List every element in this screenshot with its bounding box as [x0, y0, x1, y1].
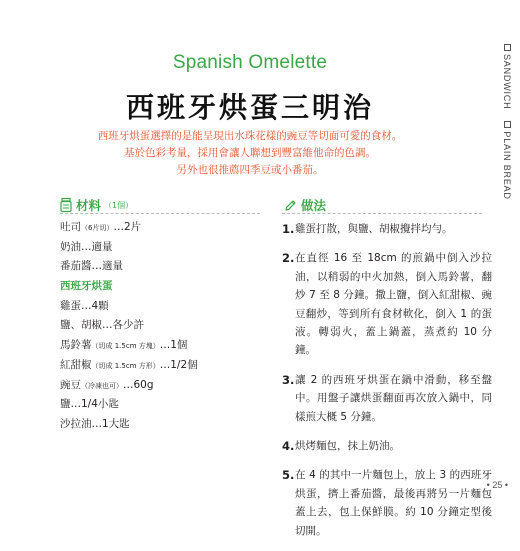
intro-line: 基於色彩考量，採用會讓人聯想到豐富維他命的色調。 [124, 147, 376, 159]
step-text: 在 4 的其中一片麵包上，放上 3 的西班牙烘蛋，擠上番茄醬，最後再將另一片麵包蓋上去，包上保鮮膜。約 10 分鐘定型後切開。 [295, 469, 492, 537]
ingredient-name: 豌豆 [60, 378, 81, 391]
ingredient-name: 奶油 [60, 240, 81, 253]
step-number: 2. [282, 251, 295, 266]
checkbox-icon [504, 121, 511, 128]
ingredient-qty: …1大匙 [91, 417, 130, 430]
page-number: • 25 • [486, 480, 508, 490]
ingredient-qty: …4顆 [81, 299, 109, 312]
ingredient-item [60, 257, 270, 277]
ingredient-item [60, 395, 270, 415]
ingredient-name: 鹽、胡椒 [60, 319, 102, 332]
intro-line: 西班牙烘蛋選擇的是能呈現出水珠花樣的豌豆等切面可愛的食材。 [97, 130, 403, 142]
ingredient-name: 沙拉油 [60, 417, 92, 430]
intro-line: 另外也很推薦四季豆或小番茄。 [176, 164, 324, 176]
ingredient-qty: …1/2個 [159, 358, 198, 371]
ingredient-note: （切成 1.5cm 方形） [91, 361, 160, 370]
step-number: 4. [282, 439, 295, 454]
ingredient-name: 紅甜椒 [60, 358, 92, 371]
step-text: 雞蛋打散，與鹽、胡椒攪拌均勻。 [295, 223, 453, 235]
method-step [282, 249, 492, 359]
side-tab-sandwich: SANDWICH [502, 54, 512, 110]
ingredient-note: （6片切） [81, 224, 114, 232]
step-text: 讓 2 的西班牙烘蛋在鍋中滑動，移至盤中。用盤子讓烘蛋翻面再次放入鍋中，同樣煎大概 5 分鐘。 [295, 373, 492, 423]
ingredient-qty: …適量 [91, 260, 123, 273]
step-text: 在直徑 16 至 18cm 的煎鍋中倒入沙拉油，以稍弱的中火加熱，倒入馬鈴薯，翻炒 7 至 8 分鐘。撒上鹽，倒入紅甜椒、豌豆翻炒，等到所有食材軟化，倒入 1 的蛋液。轉弱火，蓋上鍋蓋，蒸煮約 10 分鐘。 [295, 252, 492, 357]
step-text: 烘烤麵包，抹上奶油。 [295, 440, 400, 453]
ingredient-item [60, 415, 270, 435]
ingredient-qty: …適量 [81, 240, 113, 253]
side-tab-plain-bread: PLAIN BREAD [502, 131, 512, 200]
ingredient-note: （切成 1.5cm 方塊） [91, 342, 160, 351]
ingredient-note: （冷凍也可） [81, 381, 123, 390]
ingredients-header [60, 196, 133, 214]
ingredient-item [60, 218, 270, 238]
ingredients-heading: 材料 [76, 198, 102, 213]
method-step [282, 220, 492, 238]
method-step [282, 466, 492, 540]
ingredient-name: 西班牙烘蛋 [60, 280, 113, 293]
divider [60, 213, 260, 214]
ingredient-list [60, 218, 270, 435]
english-title: Spanish Omelette [172, 52, 328, 73]
side-tabs [498, 44, 512, 200]
step-number: 3. [282, 372, 295, 387]
ingredient-qty: …1/4小匙 [70, 398, 119, 411]
serving-size: （1個） [104, 200, 134, 210]
ingredient-item [60, 376, 270, 396]
checkbox-icon [504, 44, 511, 51]
ingredient-name: 番茄醬 [60, 260, 92, 273]
pencil-icon [284, 199, 297, 212]
ingredient-name: 吐司 [60, 221, 81, 233]
ingredient-name: 雞蛋 [60, 299, 81, 312]
ingredient-name: 鹽 [60, 398, 71, 411]
method-header [284, 196, 326, 214]
method-step [282, 437, 492, 455]
method-step [282, 371, 492, 426]
ingredient-item [60, 238, 270, 258]
chinese-title: 西班牙烘蛋三明治 [125, 91, 374, 124]
ingredient-item [60, 297, 270, 317]
method-heading: 做法 [301, 198, 327, 213]
intro-paragraph [80, 128, 420, 179]
ingredient-name: 馬鈴薯 [60, 339, 92, 352]
ingredient-qty: …60g [123, 378, 154, 391]
ingredient-group-title [60, 277, 270, 297]
ingredient-item [60, 336, 270, 356]
ingredient-qty: …2片 [113, 221, 142, 233]
method-steps [282, 220, 492, 551]
step-number: 5. [282, 468, 295, 483]
ingredient-qty: …1個 [159, 339, 188, 352]
ingredient-item [60, 316, 270, 336]
ingredient-qty: …各少許 [102, 319, 144, 332]
step-number: 1. [282, 222, 295, 236]
ingredient-item [60, 356, 270, 376]
jar-icon [60, 198, 72, 212]
divider [282, 213, 482, 214]
